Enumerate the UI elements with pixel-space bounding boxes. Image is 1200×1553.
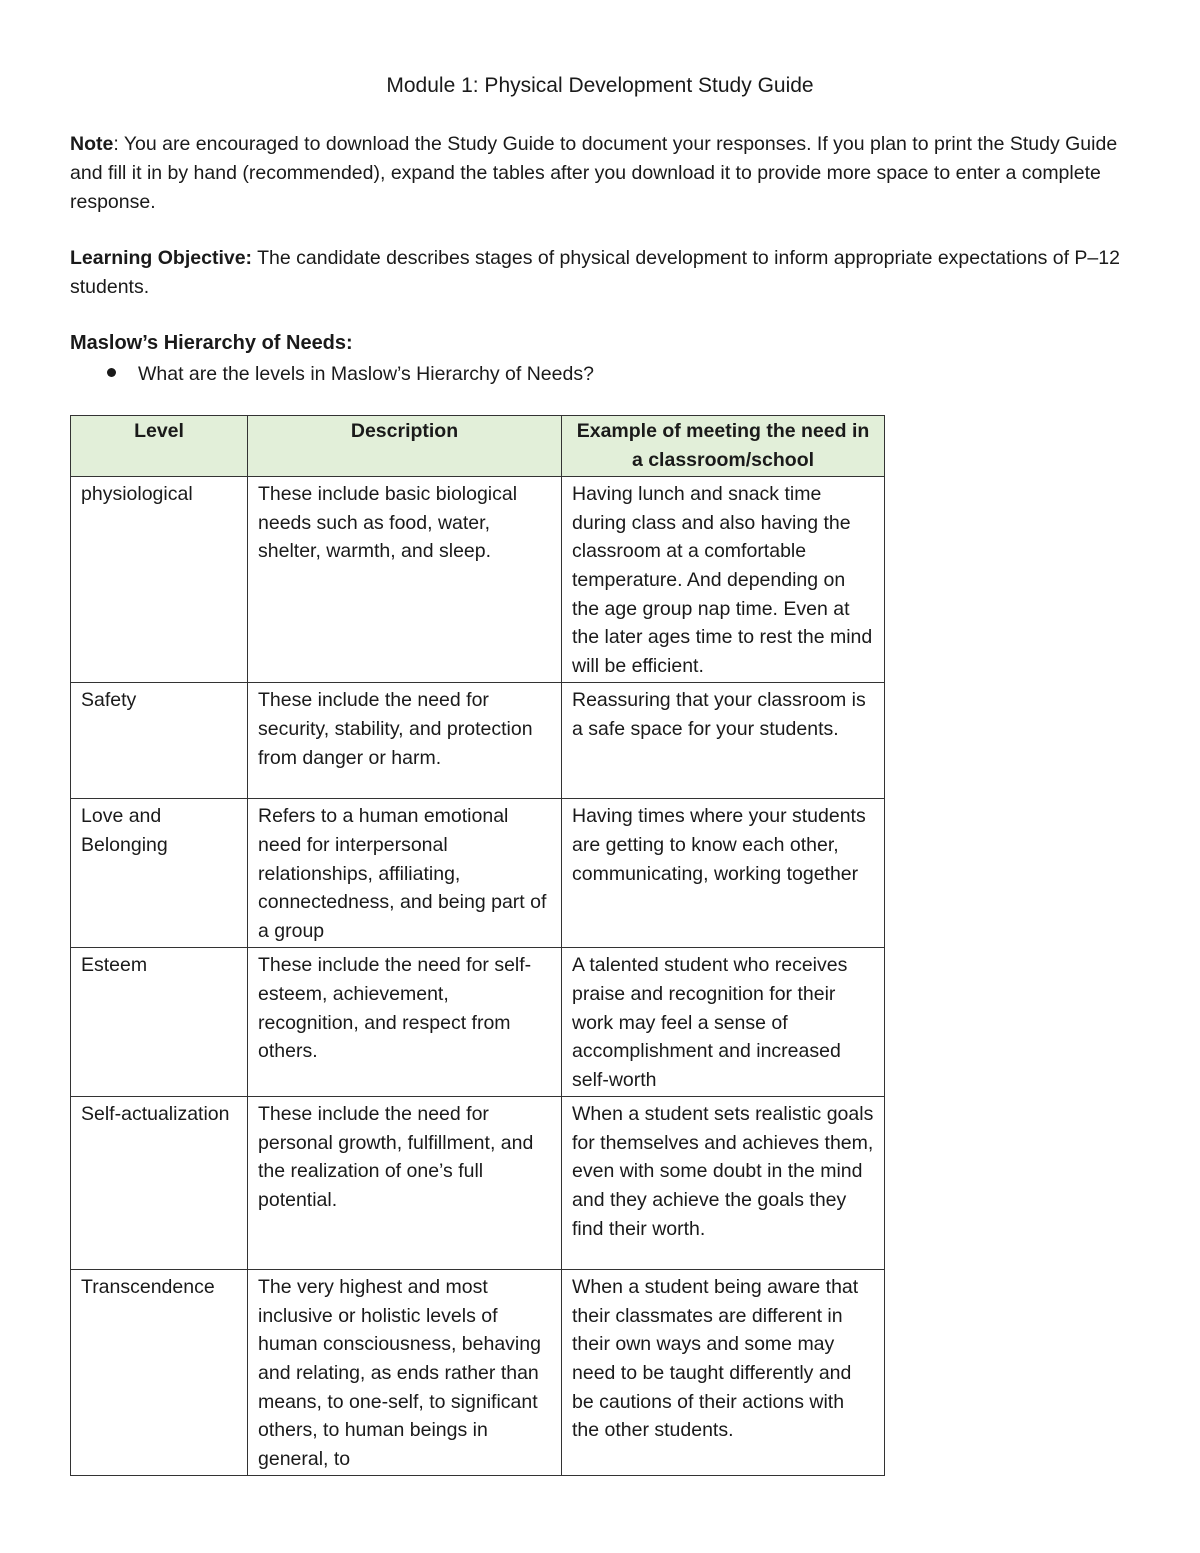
table-row bbox=[71, 683, 885, 799]
cell-example: A talented student who receives praise and recognition for their work may feel a sense of accomplishment and increased self-worth bbox=[562, 948, 885, 1097]
cell-level: Transcendence bbox=[71, 1270, 248, 1476]
learning-objective-text: The candidate describes stages of physical development to inform appropriate expectations of P–12 students. bbox=[70, 247, 1120, 298]
header-level: Level bbox=[71, 416, 248, 477]
table-row bbox=[71, 477, 885, 683]
cell-level: Love and Belonging bbox=[71, 799, 248, 948]
cell-description: The very highest and most inclusive or holistic levels of human consciousness, behaving and relating, as ends rather than means, to one-self, to significant others, to human beings in general, to bbox=[248, 1270, 562, 1476]
table-row bbox=[71, 1097, 885, 1270]
section-heading: Maslow’s Hierarchy of Needs: bbox=[70, 332, 353, 354]
cell-description: These include the need for security, stability, and protection from danger or harm. bbox=[248, 683, 562, 799]
learning-objective-paragraph bbox=[70, 244, 1132, 302]
note-paragraph bbox=[70, 130, 1132, 217]
table-row bbox=[71, 1270, 885, 1476]
page-title: Module 1: Physical Development Study Guide bbox=[386, 74, 814, 97]
bullet-question: What are the levels in Maslow’s Hierarchy of Needs? bbox=[138, 363, 594, 385]
cell-level: physiological bbox=[71, 477, 248, 683]
cell-description: These include basic biological needs such as food, water, shelter, warmth, and sleep. bbox=[248, 477, 562, 683]
note-label: Note bbox=[70, 133, 114, 155]
learning-objective-label: Learning Objective: bbox=[70, 247, 253, 269]
cell-description: Refers to a human emotional need for interpersonal relationships, affiliating, connectedness, and being part of a group bbox=[248, 799, 562, 948]
bullet-list-item bbox=[107, 360, 594, 389]
table-row bbox=[71, 948, 885, 1097]
bullet-icon bbox=[107, 368, 116, 377]
cell-example: Reassuring that your classroom is a safe space for your students. bbox=[562, 683, 885, 799]
header-description: Description bbox=[248, 416, 562, 477]
cell-level: Esteem bbox=[71, 948, 248, 1097]
header-example: Example of meeting the need in a classroom/school bbox=[562, 416, 885, 477]
cell-level: Safety bbox=[71, 683, 248, 799]
maslow-table bbox=[70, 415, 885, 1476]
cell-example: Having lunch and snack time during class and also having the classroom at a comfortable temperature. And depending on the age group nap time. Even at the later ages time to rest the mind will be efficient. bbox=[562, 477, 885, 683]
note-text: : You are encouraged to download the Study Guide to document your responses. If you plan to print the Study Guide and fill it in by hand (recommended), expand the tables after you download it to provide more space to enter a complete response. bbox=[70, 133, 1118, 213]
cell-example: Having times where your students are getting to know each other, communicating, working together bbox=[562, 799, 885, 948]
cell-level: Self-actualization bbox=[71, 1097, 248, 1270]
table-header-row bbox=[71, 416, 885, 477]
cell-description: These include the need for personal growth, fulfillment, and the realization of one’s full potential. bbox=[248, 1097, 562, 1270]
cell-example: When a student sets realistic goals for themselves and achieves them, even with some doubt in the mind and they achieve the goals they find their worth. bbox=[562, 1097, 885, 1270]
table-row bbox=[71, 799, 885, 948]
cell-example: When a student being aware that their classmates are different in their own ways and some may need to be taught differently and be cautions of their actions with the other students. bbox=[562, 1270, 885, 1476]
cell-description: These include the need for self-esteem, achievement, recognition, and respect from others. bbox=[248, 948, 562, 1097]
